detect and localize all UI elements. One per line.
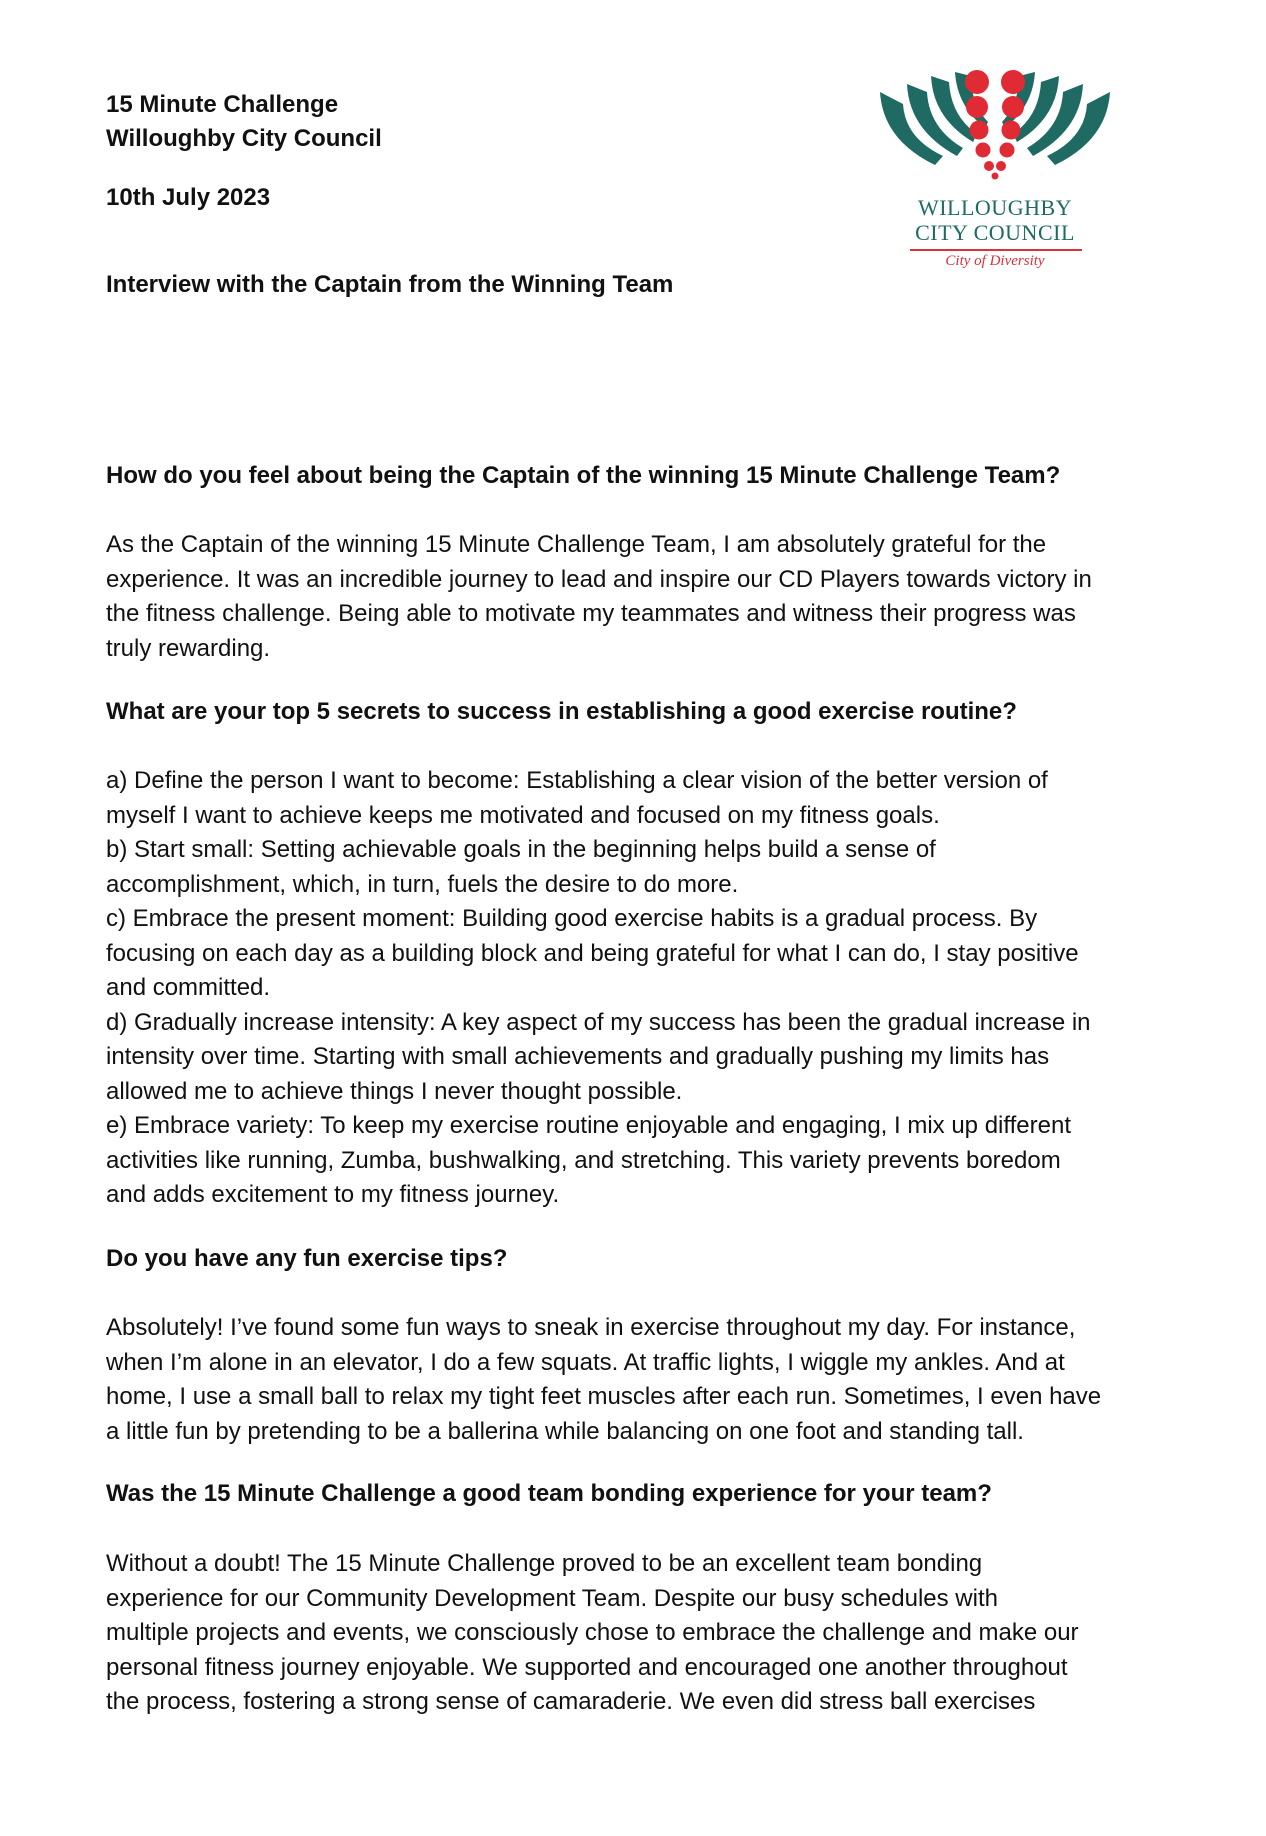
answer-line: allowed me to achieve things I never thought possible. xyxy=(106,1077,683,1105)
answer-line: activities like running, Zumba, bushwalking, and stretching. This variety prevents boredom xyxy=(106,1146,1061,1174)
answer-line: Absolutely! I’ve found some fun ways to sneak in exercise throughout my day. For instance, xyxy=(106,1314,1076,1341)
answer-line: a little fun by pretending to be a ballerina while balancing on one foot and standing tall. xyxy=(106,1417,1024,1445)
answer-line: home, I use a small ball to relax my tight feet muscles after each run. Sometimes, I even have xyxy=(106,1383,1102,1410)
answer-line: accomplishment, which, in turn, fuels the desire to do more. xyxy=(106,870,739,898)
answer-line: c) Embrace the present moment: Building good exercise habits is a gradual process. By xyxy=(106,905,1038,932)
answer-line: when I’m alone in an elevator, I do a few squats. At traffic lights, I wiggle my ankles. And at xyxy=(106,1348,1065,1376)
council-emblem-icon xyxy=(875,70,1115,190)
answer-line: focusing on each day as a building block and being grateful for what I can do, I stay positive xyxy=(106,939,1079,967)
document-date: 10th July 2023 xyxy=(106,184,271,211)
answer-line: b) Start small: Setting achievable goals in the beginning helps build a sense of xyxy=(106,836,936,863)
header-line-2: Willoughby City Council xyxy=(106,125,382,152)
answer-line: the process, fostering a strong sense of camaraderie. We even did stress ball exercises xyxy=(106,1688,1036,1715)
answer-line: experience. It was an incredible journey to lead and inspire our CD Players towards victory in xyxy=(106,565,1092,593)
logo-tagline: City of Diversity xyxy=(945,253,1045,269)
answer-line: personal fitness journey enjoyable. We supported and encouraged one another throughout xyxy=(106,1653,1068,1681)
question-2: What are your top 5 secrets to success in establishing a good exercise routine? xyxy=(106,698,1017,725)
answer-2 xyxy=(106,764,1181,1213)
document-title: Interview with the Captain from the Winning Team xyxy=(106,271,674,298)
answer-line: the fitness challenge. Being able to motivate my teammates and witness their progress was xyxy=(106,600,1076,627)
answer-1 xyxy=(106,528,1181,666)
question-1: How do you feel about being the Captain of the winning 15 Minute Challenge Team? xyxy=(106,462,1061,489)
header-line-1: 15 Minute Challenge xyxy=(106,91,339,118)
answer-line: experience for our Community Development Team. Despite our busy schedules with xyxy=(106,1584,998,1612)
answer-line: a) Define the person I want to become: Establishing a clear vision of the better version of xyxy=(106,767,1048,794)
answer-4 xyxy=(106,1547,1181,1720)
answer-line: e) Embrace variety: To keep my exercise routine enjoyable and engaging, I mix up different xyxy=(106,1112,1071,1139)
answer-line: multiple projects and events, we consciously chose to embrace the challenge and make our xyxy=(106,1619,1079,1646)
answer-line: truly rewarding. xyxy=(106,634,271,662)
question-3: Do you have any fun exercise tips? xyxy=(106,1245,508,1272)
answer-line: d) Gradually increase intensity: A key aspect of my success has been the gradual increase in xyxy=(106,1008,1091,1036)
answer-line: and committed. xyxy=(106,974,271,1001)
answer-3 xyxy=(106,1311,1181,1449)
logo-divider xyxy=(910,249,1082,251)
answer-line: and adds excitement to my fitness journey. xyxy=(106,1181,560,1208)
answer-line: As the Captain of the winning 15 Minute Challenge Team, I am absolutely grateful for the xyxy=(106,531,1047,558)
answer-line: intensity over time. Starting with small achievements and gradually pushing my limits has xyxy=(106,1043,1050,1070)
answer-line: Without a doubt! The 15 Minute Challenge proved to be an excellent team bonding xyxy=(106,1550,983,1577)
council-logo xyxy=(875,70,1115,280)
logo-name-line-2: CITY COUNCIL xyxy=(915,220,1075,245)
question-4: Was the 15 Minute Challenge a good team bonding experience for your team? xyxy=(106,1480,992,1507)
logo-name-line-1: WILLOUGHBY xyxy=(917,195,1073,220)
answer-line: myself I want to achieve keeps me motivated and focused on my fitness goals. xyxy=(106,801,940,829)
